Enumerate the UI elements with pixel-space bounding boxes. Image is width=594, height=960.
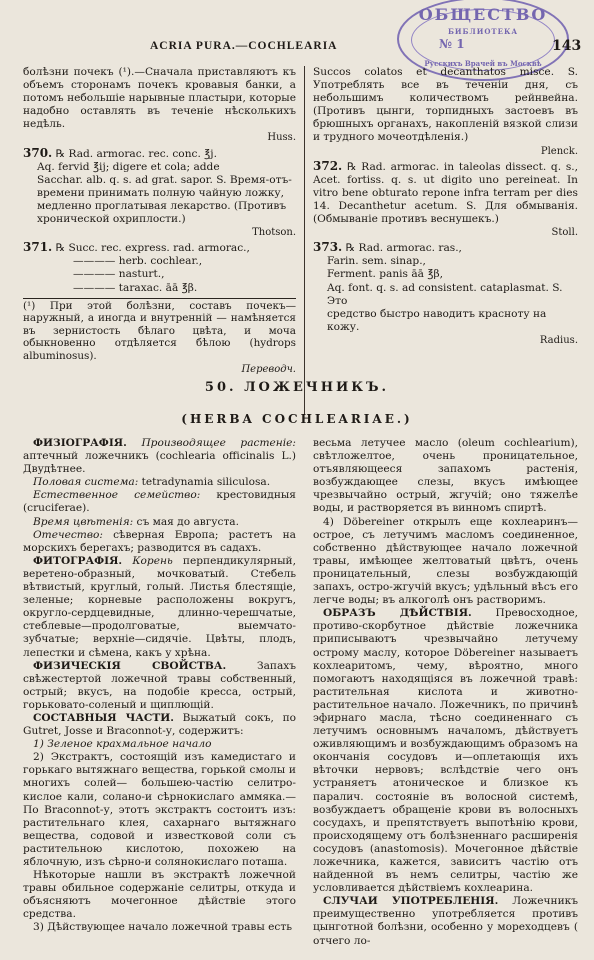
label: Отечество: [33,528,103,541]
continued-paragraph: Succos colatos et decanthatos misce. S. Употреблять все въ теченіи дня, съ небольшимъ количествомъ рейнвейна. (Противъ цынги, торпидныхъ застоевъ въ брюшныхъ органахъ, накопленій вязкой слизи и трудного мочеотдѣленія.) [313,66,578,144]
label: Производящее растеніе: [141,437,296,449]
list-item: 4) Döbereiner открылъ еще кохлеаринъ—острое, съ летучимъ масломъ соединенное, собственно дѣйствующее начало ложечной травы, имѣющее желтоватый цвѣтъ, очень проницательный, слезы возбуждающій запахъ, остро-жгучій вкусъ; удѣльный вѣсъ его легче воды; въ алкоголѣ онъ растворимъ. [313,515,578,607]
recipe-line: ———— herb. cochlear., [73,255,203,268]
recipe-number: 372. [313,158,343,173]
recipe-line: Aq. font. q. s. ad consistent. cataplasmat. S. Это [327,281,563,307]
recipe-line: Ferment. panis āā ℥β, [327,268,443,281]
text: Выжатый сокъ, по Gutret, Josse и Braconnot-у, содержитъ: [23,711,297,738]
recipe-372 [313,160,578,240]
recipe-number: 373. [313,240,343,255]
recipe-line: средство быстро наводитъ красноту на кожу. [327,307,547,333]
recipe-line: медленно проглатывая лекарство. (Противъ [37,199,287,212]
running-header-title: ACRIA PURA.—COCHLEARIA [150,40,338,52]
recipe-line: ℞ Succ. rec. express. rad. armorac., [55,242,250,255]
recipe-author: Huss. [267,132,296,144]
heading-phytography: ФИТОГРАФІЯ. [33,554,123,567]
recipe-line: времени принимать полную чайную ложку, [37,186,284,199]
text: съ мая до августа. [133,515,239,528]
recipe-370 [23,147,296,240]
footnote-text: (¹) При этой болѣзни, составъ почекъ—наружный, а иногда и внутренній — намѣняется въ зернистость бѣлаго цвѣта, и моча обыкновенно отдѣляется бѣлою (hydrops albuminosus). [23,299,296,362]
top-left-column [23,66,296,376]
label: Естественное семейство: [33,489,201,502]
list-item: 1) Зеленое крахмальное начало [33,738,212,751]
recipe-line: хронической охриплости.) [37,213,186,226]
recipe-number: 370. [23,145,53,160]
text: Ложечникъ преимущественно употребляется противъ цынготной болѣзни, особенно у мореходцевъ ( отчего ло- [313,895,579,947]
text: сѣверная Европа; растетъ на морскихъ берегахъ; разводится въ садахъ. [23,528,296,554]
continued-paragraph: болѣзни почекъ (¹).—Сначала приставляютъ къ объемъ сторонамъ почекъ кровавыя банки, а потомъ небольшіе нарывные пластыри, которые надобно оставлять въ теченіе нѣсколькихъ недѣль. [23,66,296,131]
stamp-number: № 1 [439,37,465,51]
heading-components: СОСТАВНЫЯ ЧАСТИ. [33,711,174,724]
recipe-author: Plenck. [540,145,578,157]
text: перпендикулярный, веретено-образный, мочковатый. Стебель вѣтвистый, круглый, голый. Листья блестящіе, зеленые; корневые расположены вокругъ, округло-сердцевидные, длинно-черешчатые, стеблевые—продолговатые, выемчато-зубчатые; верхніе—сидячіе. Цвѣты, плодъ, лепестки и сѣмена, какъ у хрѣна. [23,554,296,659]
paragraph: весьма летучее масло (oleum cochlearium), свѣтложелтое, очень проницательное, отъявляющееся запахомъ растенія, возбуждающее слезы, вкусъ имѣющее чрезвычайно острый, жгучій; оно тяжелѣе воды, и растворяется въ винномъ спиртѣ. [313,437,578,515]
recipe-373 [313,241,578,347]
recipe-line: Farin. sem. sinap., [327,255,426,268]
stamp-middle-text: БИБЛИОТЕКА [447,27,519,36]
text: Превосходное, противо-скорбутное дѣйствіе ложечника приписываютъ чрезвычайно летучему острому маслу, которое Döbereiner называетъ кохлеаритомъ, чему, вѣроятно, много помогаютъ находящіяся въ ложечной травѣ: растительная кислота и животно-растительное начало. Ложечникъ, по причинѣ эфирнаго масла, тѣсно соединеннаго съ летучимъ основнымъ началомъ, дѣйствуетъ оживляющимъ и возбуждающимъ образомъ на окончанія сосудовъ и—оплетающія ихъ вѣточки нервовъ; вслѣдствіе чего онъ устраняетъ атоническое и близкое къ паралич. состояніе въ волосной системѣ, возбуждаетъ обращеніе крови въ волосныхъ сосудахъ, и препятствуетъ выпотѣнію крови, происходящему отъ болѣзненнаго расширенія сосудовъ (anastomosis). Мочегонное дѣйствіе ложечника, кажется, зависитъ частію отъ найденной въ немъ селитры, частію же условливается дѣйствіемъ кохлеарина. [313,607,578,895]
recipe-line: ℞ Rad. armorac. ras., [345,242,462,255]
heading-mode-of-action: ОБРАЗЪ ДѢЙСТВІЯ. [323,607,472,620]
label: Половая система: [33,476,139,489]
recipe-line: ———— nasturt., [73,268,165,281]
page-number: 143 [552,38,582,54]
text: крестовидныя (cruciferae). [23,489,296,515]
list-item: 2) Экстрактъ, состоящій изъ камедистаго и горькаго вытяжнаго вещества, горькой смолы и многихъ солей— большею-частію селитро-кислое кали, солано-и сѣрнокислаго аммяка.—По Braconnot-у, этотъ экстрактъ состоитъ изъ: растительнаго клея, сахарнаго вытяжнаго вещества, содовой и известковой соли съ растительною кислотою, похожею на яблочную, изъ сѣрно-и солянокислаго поташа. [23,751,296,868]
recipe-371 [23,241,296,294]
recipe-line: ℞ Rad. armorac. rec. conc. ℥j. [55,147,217,160]
heading-indications: СЛУЧАИ УПОТРЕБЛЕНІЯ. [323,895,499,908]
section-subtitle: (HERBA COCHLEARIAE.) [181,412,413,426]
recipe-line: Aq. fervid ℥ij; digere et cola; adde [37,160,220,173]
bottom-right-column [313,437,578,948]
heading-physiography: ФИЗІОГРАФІЯ. [33,437,127,449]
text: аптечный ложечникъ (cochlearia officinalis L.) Двудѣтнее. [23,450,296,476]
text: Запахъ свѣжестертой ложечной травы собственный, острый; вкусъ, на подобіе кресса, острый, горьковато-соленый и щиплющій. [23,659,296,711]
label: Время цвѣтенія: [33,515,134,528]
stamp-top-text: ОБЩЕСТВО [418,5,548,24]
recipe-author: Thotson. [252,227,296,239]
stamp-bottom-text: Русскихъ Врачей въ Москвѣ [424,59,542,68]
paragraph: Нѣкоторые нашли въ экстрактѣ ложечной травы обильное содержаніе селитры, откуда и объясняютъ мочегонное дѣйствіе этого средства. [23,869,296,921]
footnote [23,298,296,376]
running-header [0,40,594,60]
column-divider [304,66,305,415]
recipe-author: Radius. [539,334,578,346]
recipe-number: 371. [23,240,53,255]
recipe-line: Sacchar. alb. q. s. ad grat. sapor. S. Время-отъ- [37,173,292,186]
label: Корень [132,554,173,567]
recipe-line: ———— taraxac. āā ℥β. [73,281,198,294]
bottom-left-column [23,437,296,935]
recipe-text: ℞ Rad. armorac. in taleolas dissect. q. s., Acet. fortiss. q. s. ut digito uno pereineat. In vitro bene obturato repone infra terram per dies 14. Decanthetur acetum. S. Для обмыванія. (Обмываніе противъ веснушекъ.) [313,160,578,226]
heading-physical-properties: ФИЗИЧЕСКІЯ СВОЙСТВА. [33,659,227,672]
list-item: 3) Дѣйствующее начало ложечной травы есть [33,921,292,934]
top-right-column [313,66,578,347]
recipe-author: Stoll. [551,227,578,239]
text: tetradynamia siliculosa. [138,476,271,489]
footnote-author: Переводч. [241,363,296,375]
section-title: 50. ЛОЖЕЧНИКЪ. [204,380,390,395]
